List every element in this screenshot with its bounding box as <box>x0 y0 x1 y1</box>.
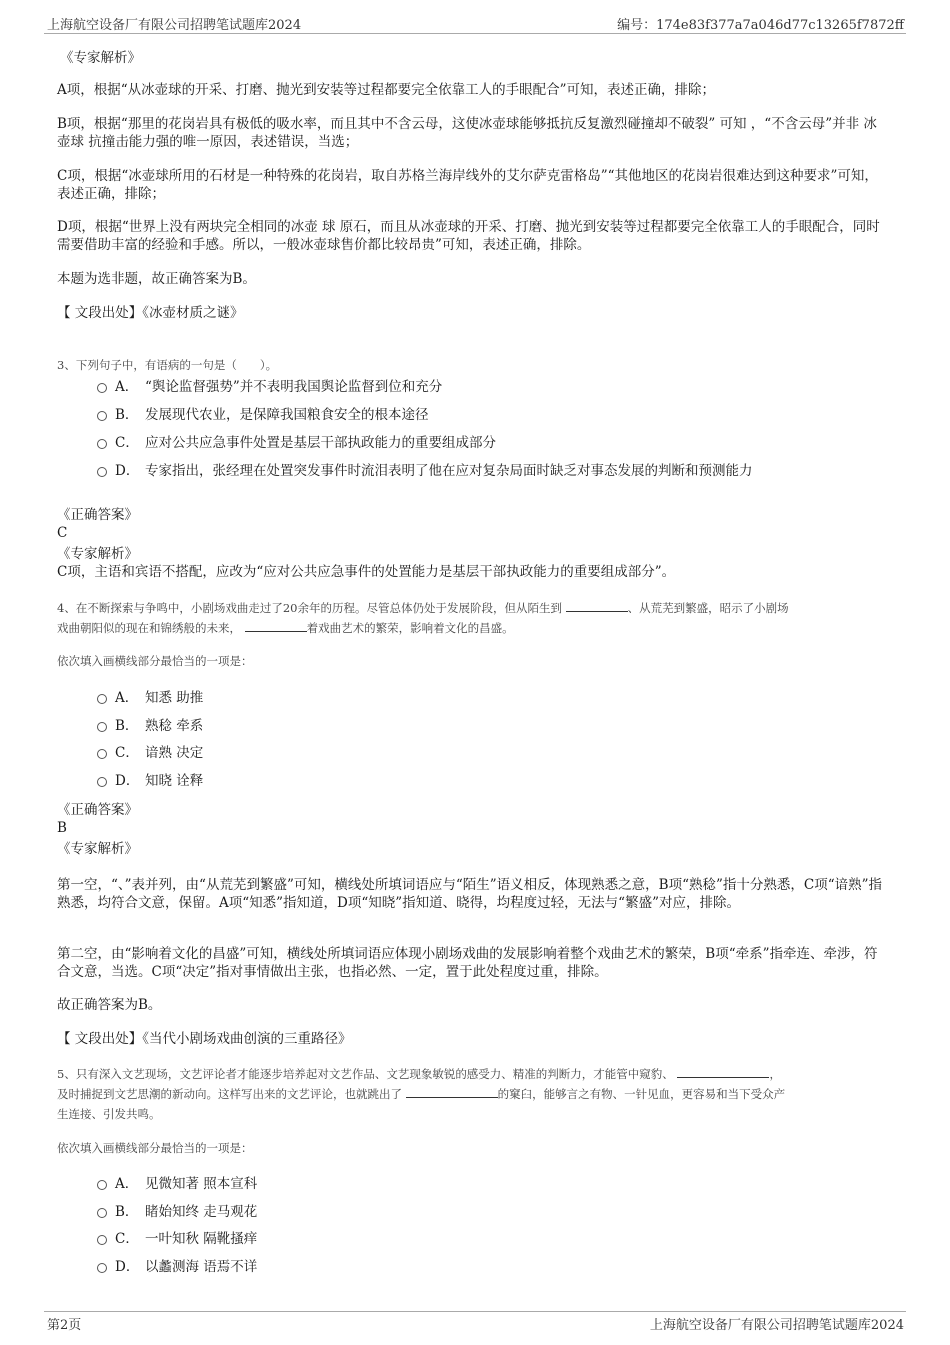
q4-option-c[interactable]: C． 谙熟 决定 <box>97 744 203 762</box>
q2-analysis-d: D项，根据“世界上没有两块完全相同的冰壶 球 原石，而且从冰壶球的开采、打磨、抛光到安装等过程都要完全依靠工人的手眼配合，同时需要借助丰富的经验和手感。所以，一般冰壶球售价都比较昂贵”可知，表述正确，排除。 <box>57 219 880 253</box>
q3-stem: 3、下列句子中，有语病的一句是（ ）。 <box>57 358 278 372</box>
q2-analysis-a: A项，根据“从冰壶球的开采、打磨、抛光到安装等过程都要完全依靠工人的手眼配合”可知，表述正确，排除； <box>57 82 716 98</box>
q2-source: 【 文段出处】《冰壶材质之谜》 <box>57 305 244 321</box>
q4-analysis-label: 《专家解析》 <box>57 841 138 857</box>
radio-icon[interactable] <box>97 411 107 421</box>
q4-answer-label: 《正确答案》 <box>57 802 138 818</box>
fill-blank <box>406 1085 498 1098</box>
q3-option-c[interactable]: C． 应对公共应急事件处置是基层干部执政能力的重要组成部分 <box>97 434 496 452</box>
q4-source: 【 文段出处】《当代小剧场戏曲创演的三重路径》 <box>57 1031 352 1047</box>
q2-conclusion: 本题为选非题，故正确答案为B。 <box>57 271 256 287</box>
fill-blank <box>677 1065 769 1078</box>
q5-option-b[interactable]: B． 睹始知终 走马观花 <box>97 1203 257 1221</box>
radio-icon[interactable] <box>97 1263 107 1273</box>
q2-analysis-b: B项，根据“那里的花岗岩具有极低的吸水率，而且其中不含云母，这使冰壶球能够抵抗反复激烈碰撞却不破裂” 可知 ，“不含云母”并非 冰壶球 抗撞击能力强的唯一原因，表述错误，当选； <box>57 116 877 150</box>
q4-option-d[interactable]: D． 知晓 诠释 <box>97 772 203 790</box>
footer-divider <box>44 1311 906 1312</box>
q2-analysis-c: C项，根据“冰壶球所用的石材是一种特殊的花岗岩，取自苏格兰海岸线外的艾尔萨克雷格岛”“其他地区的花岗岩很难达到这种要求”可知，表述正确，排除； <box>57 168 878 202</box>
q3-analysis-label: 《专家解析》 <box>57 546 138 562</box>
q5-stem: 5、只有深入文艺现场，文艺评论者才能逐步培养起对文艺作品、文艺现象敏锐的感受力、精准的判断力，才能管中窥豹、 ， 及时捕捉到文艺思潮的新动向。这样写出来的文艺评论，也就跳出了 的窠臼，能够言之有物、一针见血，更容易和当下受众产 生连接、引发共鸣。 <box>57 1067 786 1121</box>
q4-prompt: 依次填入画横线部分最恰当的一项是： <box>57 654 253 668</box>
radio-icon[interactable] <box>97 777 107 787</box>
document-id: 编号：174e83f377a7a046d77c13265f7872ff <box>617 18 904 33</box>
footer-title: 上海航空设备厂有限公司招聘笔试题库2024 <box>649 1318 904 1333</box>
radio-icon[interactable] <box>97 1208 107 1218</box>
header-divider <box>44 33 906 34</box>
q5-option-a[interactable]: A． 见微知著 照本宣科 <box>97 1175 257 1193</box>
q5-prompt: 依次填入画横线部分最恰当的一项是： <box>57 1141 253 1155</box>
q3-option-b[interactable]: B． 发展现代农业，是保障我国粮食安全的根本途径 <box>97 406 429 424</box>
fill-blank <box>245 619 307 632</box>
q2-analysis-label: 《专家解析》 <box>60 50 141 66</box>
page-header <box>0 0 950 34</box>
radio-icon[interactable] <box>97 1180 107 1190</box>
q4-option-b[interactable]: B． 熟稔 牵系 <box>97 717 203 735</box>
q4-analysis-blank-2: 第二空，由“影响着文化的昌盛”可知，横线处所填词语应体现小剧场戏曲的发展影响着整个戏曲艺术的繁荣，B项“牵系”指牵连、牵涉，符合文意，当选。C项“决定”指对事情做出主张，也指必然、一定，置于此处程度过重，排除。 <box>57 946 878 980</box>
q4-option-a[interactable]: A． 知悉 助推 <box>97 689 203 707</box>
q4-answer: B <box>57 820 67 836</box>
radio-icon[interactable] <box>97 749 107 759</box>
page-number: 第2页 <box>47 1318 82 1333</box>
q3-analysis: C项，主语和宾语不搭配，应改为“应对公共应急事件的处置能力是基层干部执政能力的重要组成部分”。 <box>57 564 676 580</box>
q3-option-d[interactable]: D． 专家指出，张经理在处置突发事件时流泪表明了他在应对复杂局面时缺乏对事态发展的判断和预测能力 <box>97 462 753 480</box>
q4-analysis-blank-1: 第一空，“、”表并列，由“从荒芜到繁盛”可知，横线处所填词语应与“陌生”语义相反，体现熟悉之意，B项“熟稔”指十分熟悉，C项“谙熟”指熟悉，均符合文意，保留。A项“知悉”指知道，D项“知晓”指知道、晓得，均程度过轻，无法与“繁盛”对应，排除。 <box>57 877 883 911</box>
q3-answer-label: 《正确答案》 <box>57 507 138 523</box>
radio-icon[interactable] <box>97 694 107 704</box>
radio-icon[interactable] <box>97 439 107 449</box>
q5-option-d[interactable]: D． 以蠡测海 语焉不详 <box>97 1258 257 1276</box>
radio-icon[interactable] <box>97 467 107 477</box>
q3-option-a[interactable]: A． “舆论监督强势”并不表明我国舆论监督到位和充分 <box>97 378 442 396</box>
q4-stem: 4、在不断探索与争鸣中，小剧场戏曲走过了20余年的历程。尽管总体仍处于发展阶段，但从陌生到 、从荒芜到繁盛，昭示了小剧场 戏曲朝阳似的现在和锦绣般的未来， 着戏曲艺术的繁荣，影响着文化的昌盛。 <box>57 601 789 635</box>
q5-option-c[interactable]: C． 一叶知秋 隔靴搔痒 <box>97 1230 257 1248</box>
q3-answer: C <box>57 525 68 541</box>
radio-icon[interactable] <box>97 1235 107 1245</box>
radio-icon[interactable] <box>97 722 107 732</box>
q4-conclusion: 故正确答案为B。 <box>57 997 162 1013</box>
radio-icon[interactable] <box>97 383 107 393</box>
header-title: 上海航空设备厂有限公司招聘笔试题库2024 <box>47 18 302 33</box>
fill-blank <box>566 599 628 612</box>
